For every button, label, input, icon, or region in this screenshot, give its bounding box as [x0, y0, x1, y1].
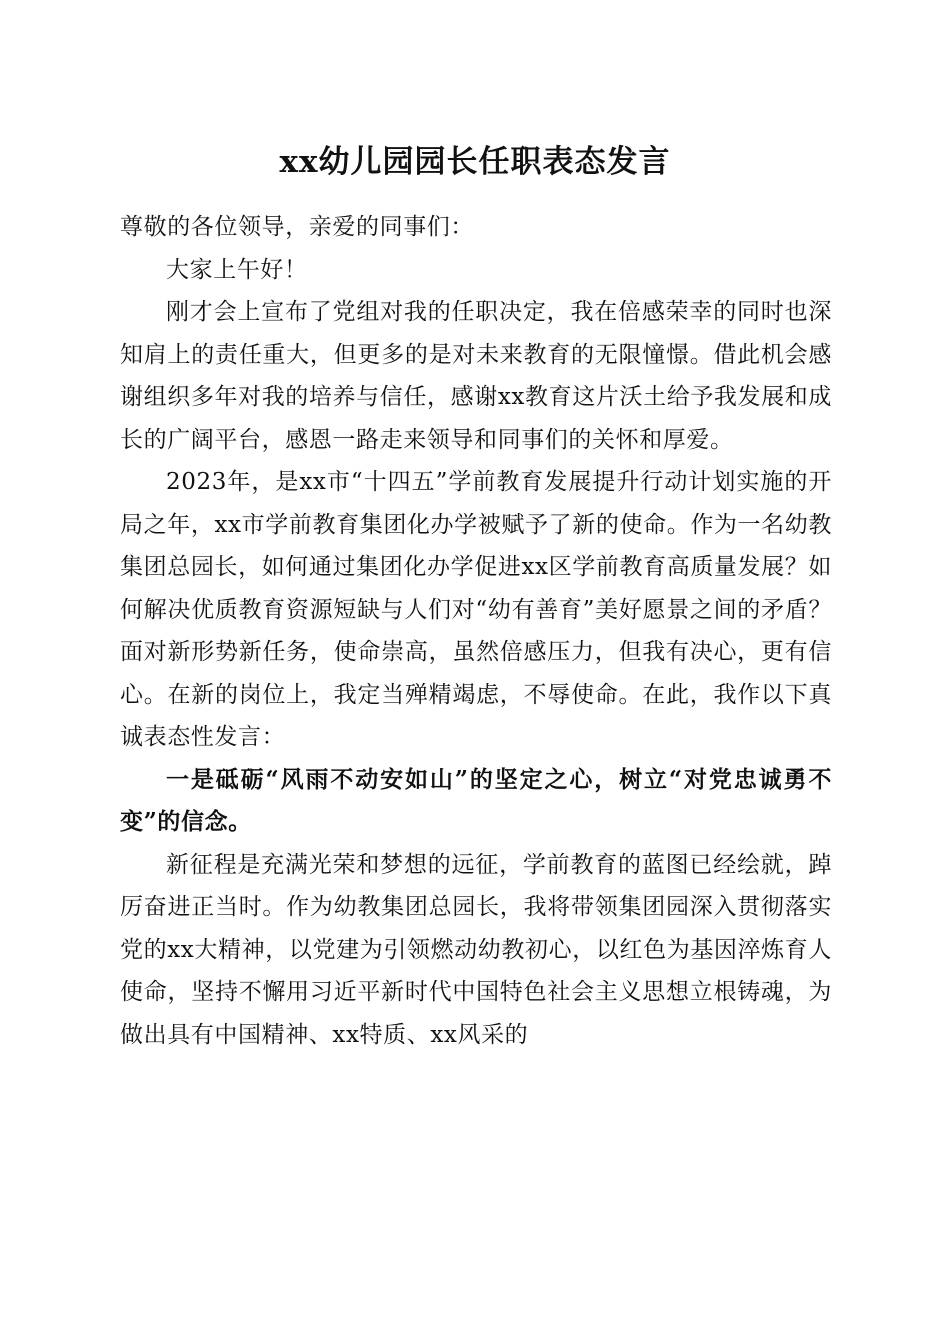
- paragraph-gratitude: 刚才会上宣布了党组对我的任职决定，我在倍感荣幸的同时也深知肩上的责任重大，但更多的是对未来教育的无限憧憬。借此机会感谢组织多年对我的培养与信任，感谢xx教育这片沃土给予我发展和成长的广阔平台，感恩一路走来领导和同事们的关怀和厚爱。: [120, 299, 832, 453]
- paragraph-new-journey: 新征程是充满光荣和梦想的远征，学前教育的蓝图已经绘就，踔厉奋进正当时。作为幼教集团总园长，我将带领集团园深入贯彻落实党的xx大精神，以党建为引领燃动幼教初心，以红色为基因淬炼育人使命，坚持不懈用习近平新时代中国特色社会主义思想立根铸魂，为做出具有中国精神、xx特质、xx风采的: [120, 851, 832, 1048]
- document-title: xx幼儿园园长任职表态发言: [279, 144, 671, 180]
- salutation: 尊敬的各位领导，亲爱的同事们：: [120, 214, 474, 240]
- section-heading-1: 一是砥砺“风雨不动安如山”的坚定之心，树立“对党忠诚勇不变”的信念。: [120, 765, 832, 835]
- document-body: [120, 206, 832, 1056]
- greeting: 大家上午好！: [166, 256, 308, 283]
- paragraph-mission: 2023年，是xx市“十四五”学前教育发展提升行动计划实施的开局之年，xx市学前教育集团化办学被赋予了新的使命。作为一名幼教集团总园长，如何通过集团化办学促进xx区学前教育高质量发展？如何解决优质教育资源短缺与人们对“幼有善育”美好愿景之间的矛盾？面对新形势新任务，使命崇高，虽然倍感压力，但我有决心，更有信心。在新的岗位上，我定当殚精竭虑，不辱使命。在此，我作以下真诚表态性发言：: [120, 469, 832, 750]
